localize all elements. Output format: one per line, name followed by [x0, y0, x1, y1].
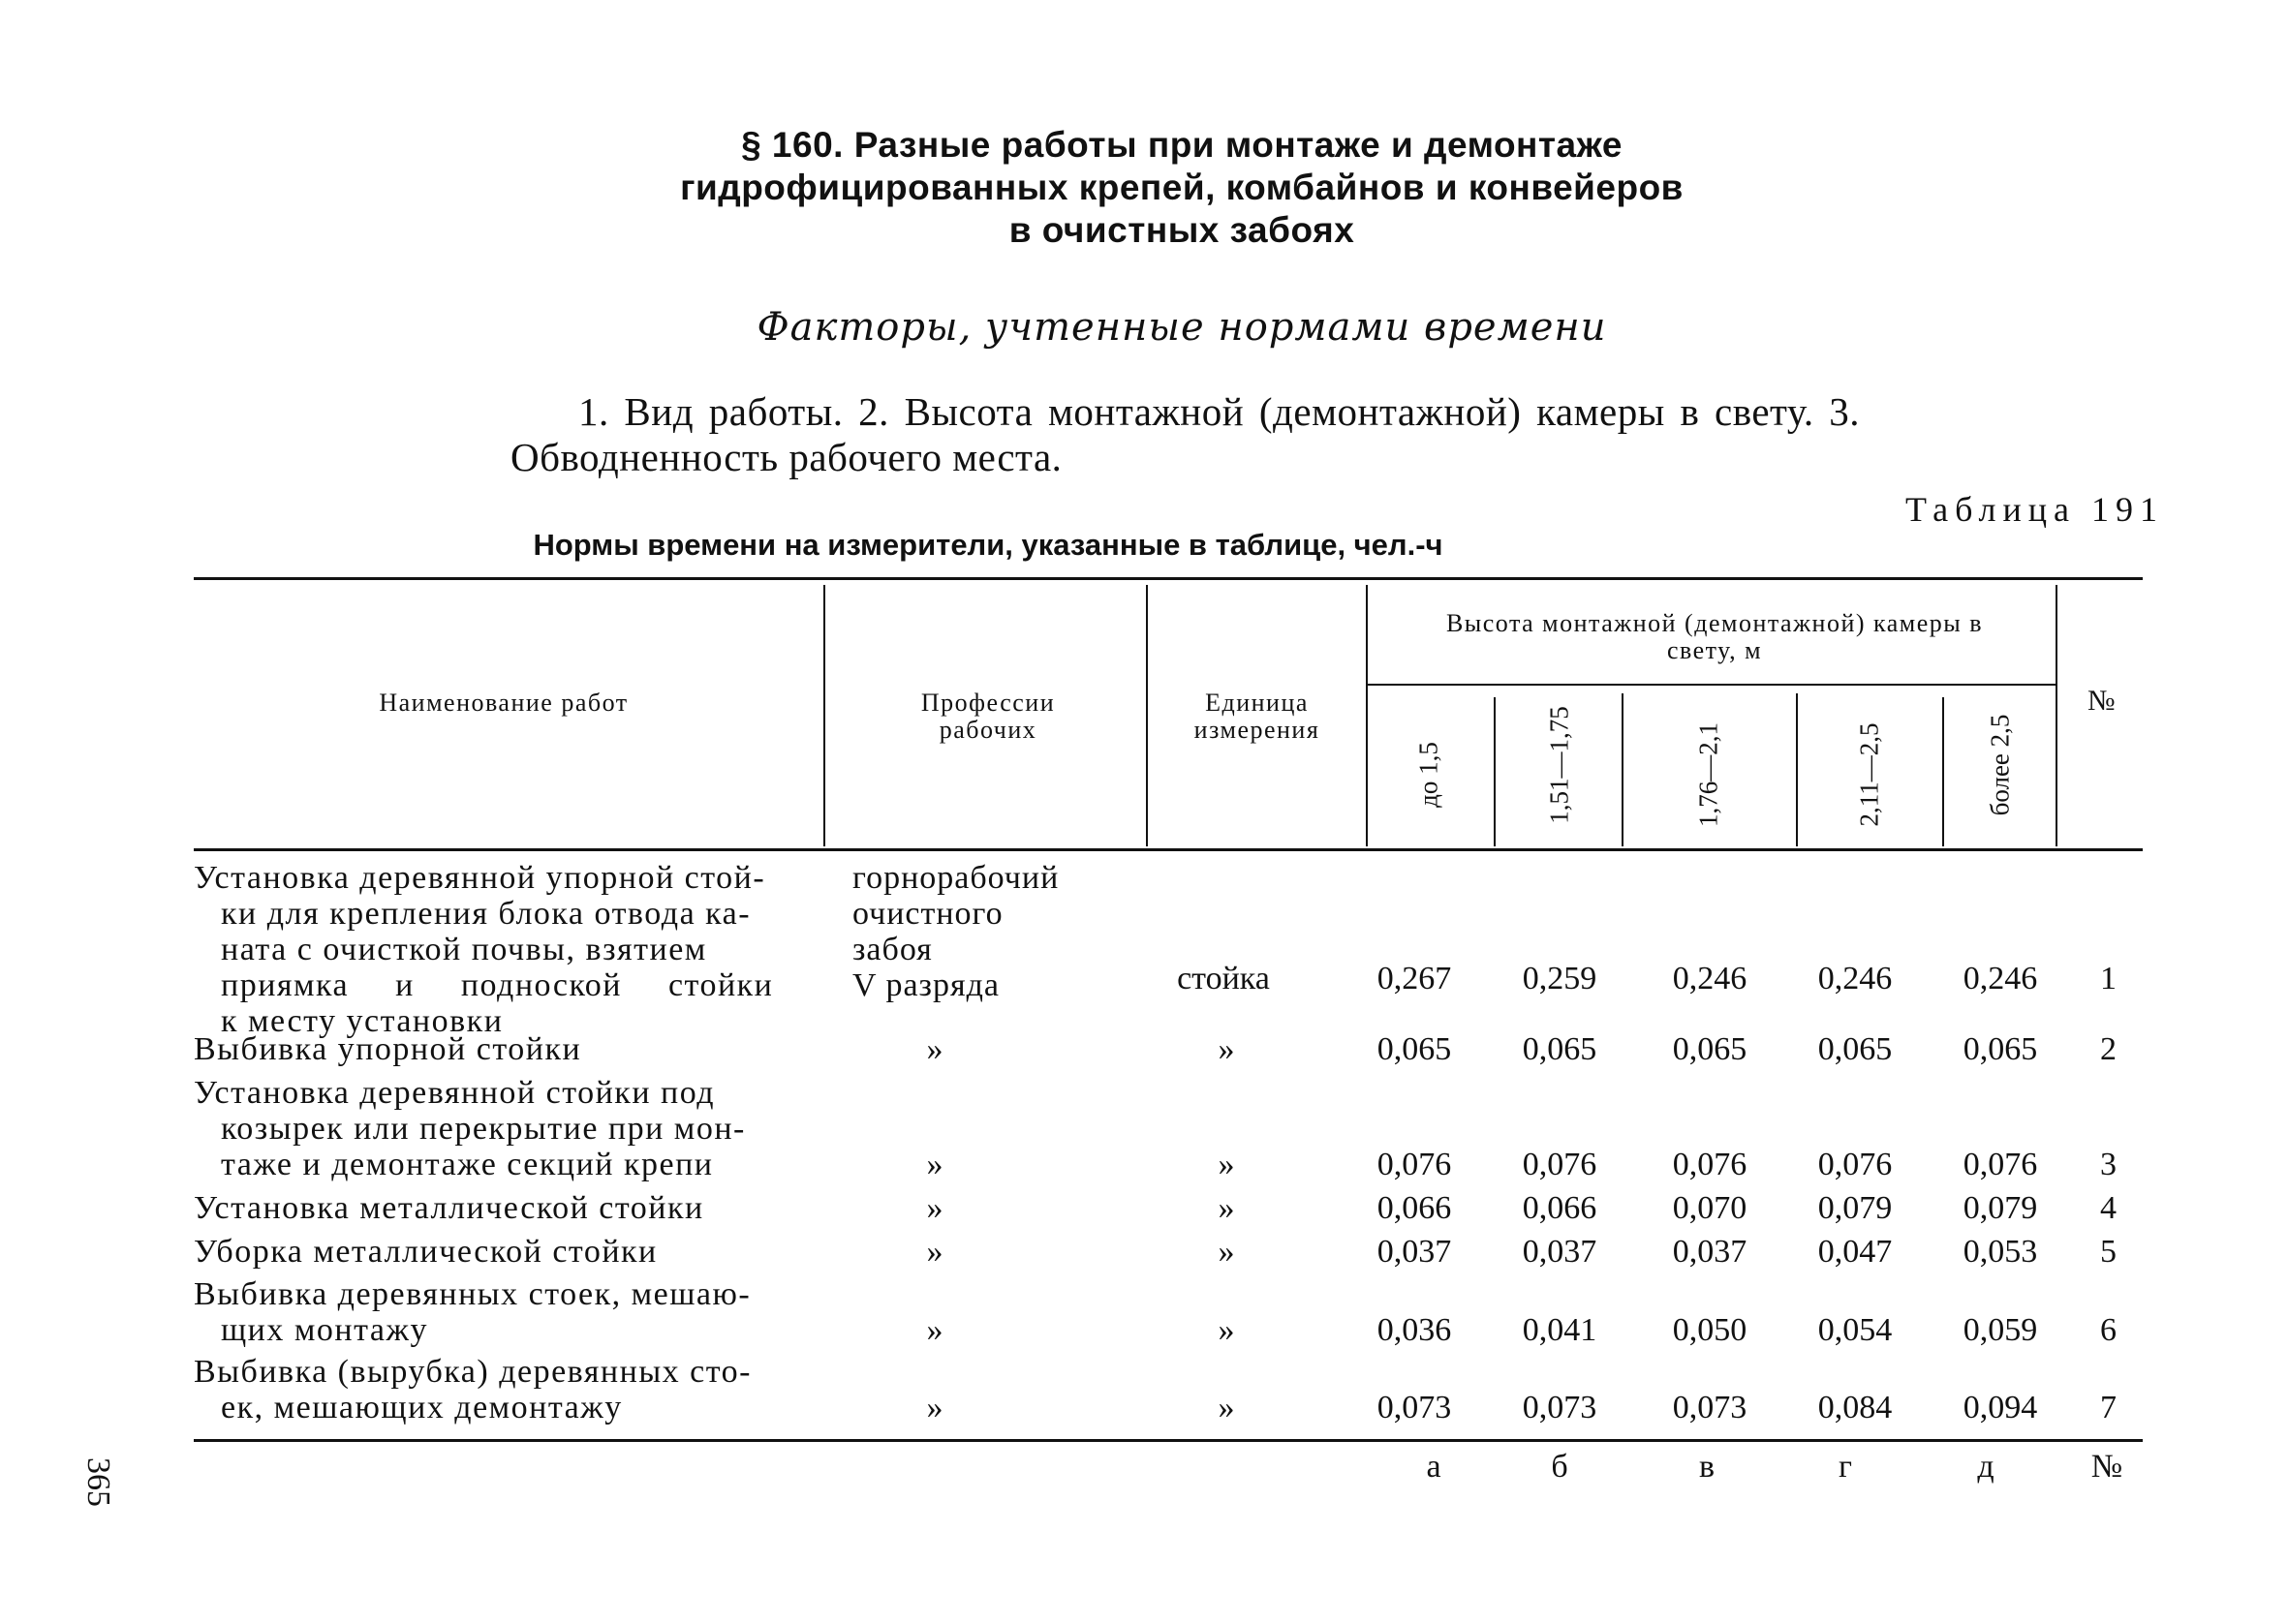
ditto-mark: » — [926, 1312, 943, 1348]
row-number: 2 — [2100, 1031, 2117, 1067]
header-height-range: более 2,5 — [1985, 714, 2015, 816]
work-name-line: Выбивка упорной стойки — [194, 1031, 582, 1067]
row-number: 5 — [2100, 1234, 2117, 1270]
row-work-name — [194, 1234, 814, 1270]
footer-column-letter: в — [1698, 1449, 1716, 1485]
row-work-name — [194, 1031, 814, 1067]
header-height-range: 2,11—2,5 — [1854, 722, 1884, 827]
value-cell: 0,065 — [1376, 1031, 1452, 1067]
value-cell: 0,065 — [1522, 1031, 1597, 1067]
row-work-name — [194, 1276, 814, 1348]
row-number: 4 — [2100, 1190, 2117, 1226]
row-number: 6 — [2100, 1312, 2117, 1348]
profession-line: горнорабочий — [852, 860, 1060, 896]
col-divider — [1494, 697, 1496, 846]
value-cell: 0,079 — [1963, 1190, 2038, 1226]
value-cell: 0,073 — [1376, 1390, 1452, 1425]
table-top-rule — [194, 577, 2143, 580]
value-cell: 0,066 — [1522, 1190, 1597, 1226]
row-unit: стойка — [1177, 961, 1270, 996]
value-cell: 0,037 — [1376, 1234, 1452, 1270]
ditto-mark: » — [926, 1390, 943, 1425]
value-cell: 0,076 — [1963, 1147, 2038, 1182]
col-divider — [1146, 585, 1148, 846]
col-divider — [1366, 585, 1368, 846]
work-name-line: щих монтажу — [221, 1312, 428, 1348]
ditto-mark: » — [926, 1147, 943, 1182]
work-name-line: Выбивка (вырубка) деревянных сто- — [194, 1354, 752, 1390]
ditto-mark: » — [1218, 1390, 1235, 1425]
col-divider — [823, 585, 825, 846]
col-divider — [2056, 585, 2057, 846]
section-title-line: в очистных забоях — [1008, 210, 1355, 250]
value-cell: 0,037 — [1522, 1234, 1597, 1270]
profession-line: забоя — [852, 932, 933, 967]
value-cell: 0,036 — [1376, 1312, 1452, 1348]
profession-line: V разряда — [852, 967, 1000, 1003]
value-cell: 0,076 — [1672, 1147, 1747, 1182]
section-title — [542, 124, 1821, 252]
value-cell: 0,065 — [1672, 1031, 1747, 1067]
row-work-name — [194, 1190, 814, 1226]
value-cell: 0,065 — [1963, 1031, 2038, 1067]
table-number: Таблица 191 — [1905, 490, 2164, 529]
work-name-line: козырек или перекрытие при мон- — [221, 1111, 746, 1147]
row-profession — [852, 860, 1143, 1003]
work-name-line: Установка деревянной стойки под — [194, 1075, 716, 1111]
ditto-mark: » — [1218, 1190, 1235, 1226]
footer-column-letter: д — [1977, 1449, 1994, 1485]
value-cell: 0,073 — [1672, 1390, 1747, 1425]
col-divider — [1942, 697, 1944, 846]
work-name-line: ната с очисткой почвы, взятием — [221, 932, 707, 967]
value-cell: 0,073 — [1522, 1390, 1597, 1425]
section-title-line: § 160. Разные работы при монтаже и демонтаже — [741, 125, 1623, 165]
work-name-line: Установка деревянной упорной стой- — [194, 860, 766, 896]
factors-text: 1. Вид работы. 2. Высота монтажной (демонтажной) камеры в свету. 3. Обводненность рабочего места. — [510, 389, 1860, 479]
header-height-range: 1,51—1,75 — [1544, 706, 1574, 824]
header-height-group: Высота монтажной (демонтажной) камеры в свету, м — [1445, 609, 1984, 664]
profession-line: очистного — [852, 896, 1004, 932]
section-title-line: гидрофицированных крепей, комбайнов и конвейеров — [680, 168, 1684, 207]
ditto-mark: » — [926, 1234, 943, 1270]
value-cell: 0,246 — [1672, 961, 1747, 996]
row-number: 7 — [2100, 1390, 2117, 1425]
col-divider — [1796, 693, 1798, 846]
value-cell: 0,246 — [1817, 961, 1893, 996]
ditto-mark: » — [926, 1190, 943, 1226]
ditto-mark: » — [1218, 1234, 1235, 1270]
value-cell: 0,050 — [1672, 1312, 1747, 1348]
value-cell: 0,066 — [1376, 1190, 1452, 1226]
value-cell: 0,094 — [1963, 1390, 2038, 1425]
value-cell: 0,076 — [1817, 1147, 1893, 1182]
header-profession: Профессии рабочих — [920, 689, 1056, 744]
value-cell: 0,084 — [1817, 1390, 1893, 1425]
table-bottom-rule — [194, 1439, 2143, 1442]
value-cell: 0,059 — [1963, 1312, 2038, 1348]
value-cell: 0,041 — [1522, 1312, 1597, 1348]
ditto-mark: » — [926, 1031, 943, 1067]
table-caption: Нормы времени на измерители, указанные в таблице, чел.-ч — [533, 528, 1443, 562]
header-bottom-rule — [194, 848, 2143, 851]
value-cell: 0,076 — [1522, 1147, 1597, 1182]
work-name-line: Выбивка деревянных стоек, мешаю- — [194, 1276, 752, 1312]
height-group-rule — [1368, 684, 2056, 686]
ditto-mark: » — [1218, 1031, 1235, 1067]
col-divider — [1622, 693, 1623, 846]
work-name-line: таже и демонтаже секций крепи — [221, 1147, 714, 1182]
factors-subtitle: Факторы, учтенные нормами времени — [757, 305, 1607, 350]
page-number: 365 — [80, 1457, 116, 1507]
work-name-line: ек, мешающих демонтажу — [221, 1390, 623, 1425]
header-height-range: 1,76—2,1 — [1693, 722, 1723, 827]
value-cell: 0,246 — [1963, 961, 2038, 996]
row-work-name — [194, 860, 814, 1039]
value-cell: 0,065 — [1817, 1031, 1893, 1067]
value-cell: 0,037 — [1672, 1234, 1747, 1270]
footer-column-letter: а — [1426, 1449, 1441, 1485]
value-cell: 0,070 — [1672, 1190, 1747, 1226]
header-unit: Единица измерения — [1193, 689, 1320, 744]
row-number: 3 — [2100, 1147, 2117, 1182]
footer-column-letter: г — [1839, 1449, 1852, 1485]
value-cell: 0,047 — [1817, 1234, 1893, 1270]
footer-column-letter: № — [2090, 1449, 2123, 1485]
row-work-name — [194, 1354, 814, 1425]
value-cell: 0,053 — [1963, 1234, 2038, 1270]
work-name-line: приямка и подноской стойки — [221, 967, 774, 1003]
value-cell: 0,054 — [1817, 1312, 1893, 1348]
value-cell: 0,259 — [1522, 961, 1597, 996]
work-name-line: к месту установки — [221, 1003, 504, 1039]
ditto-mark: » — [1218, 1312, 1235, 1348]
value-cell: 0,079 — [1817, 1190, 1893, 1226]
value-cell: 0,076 — [1376, 1147, 1452, 1182]
work-name-line: ки для крепления блока отвода ка- — [221, 896, 752, 932]
work-name-line: Уборка металлической стойки — [194, 1234, 658, 1270]
header-no: № — [2087, 685, 2118, 717]
work-name-line: Установка металлической стойки — [194, 1190, 704, 1226]
ditto-mark: » — [1218, 1147, 1235, 1182]
header-height-range: до 1,5 — [1413, 742, 1443, 808]
value-cell: 0,267 — [1376, 961, 1452, 996]
row-number: 1 — [2100, 961, 2117, 996]
header-name: Наименование работ — [379, 689, 629, 717]
footer-column-letter: б — [1551, 1449, 1568, 1485]
row-work-name — [194, 1075, 814, 1182]
